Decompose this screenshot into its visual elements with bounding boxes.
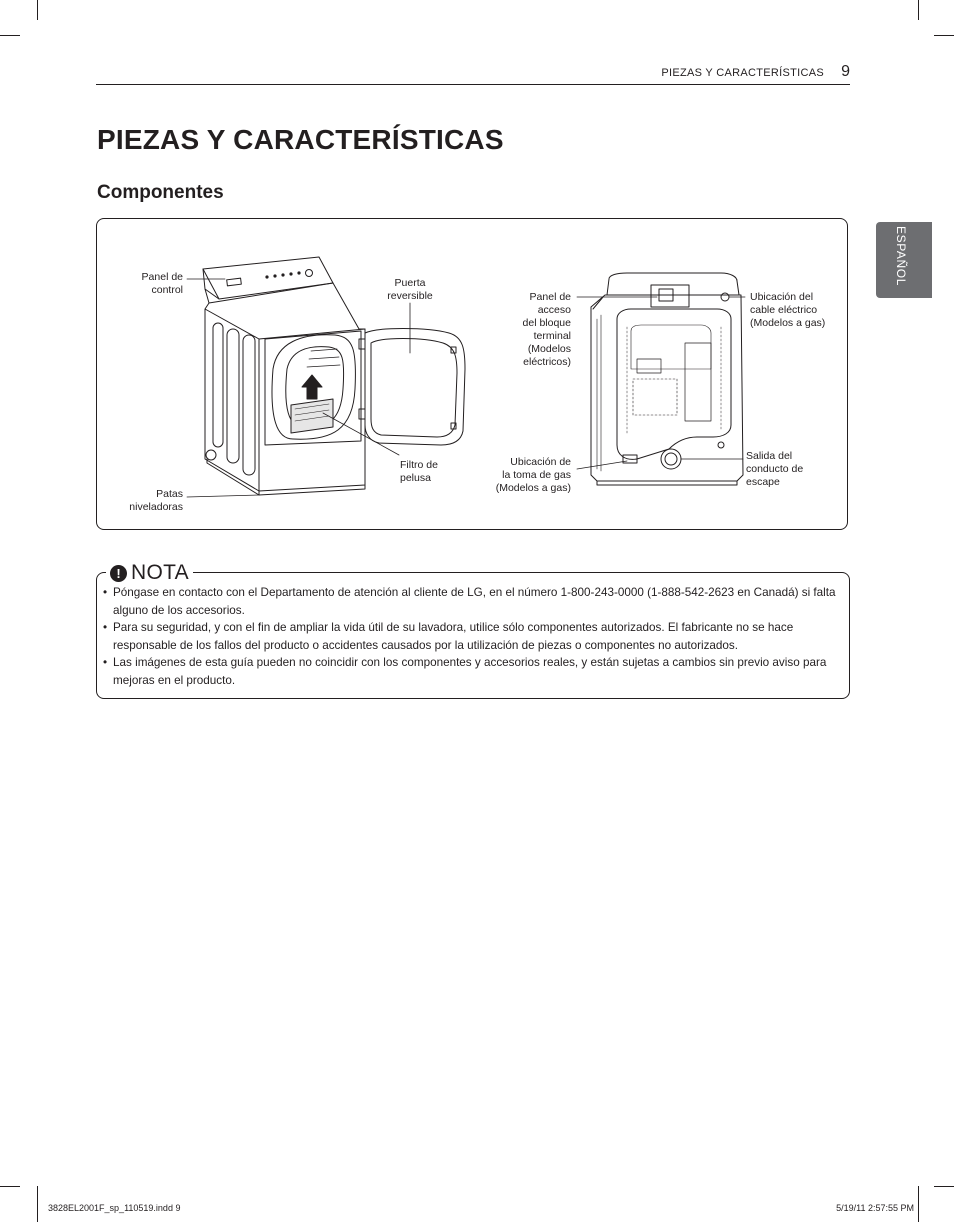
crop-mark (0, 35, 20, 36)
note-item: • Para su seguridad, y con el fin de ampliar la vida útil de su lavadora, utilice sólo componentes autorizados. El fabricante no se hace responsable de los fallos del producto o accidentes causados por la utilización de piezas o componentes no autorizados. (103, 619, 845, 654)
page-title: PIEZAS Y CARACTERÍSTICAS (97, 124, 504, 155)
label-gas-inlet: Ubicación de la toma de gas (Modelos a gas) (495, 456, 571, 494)
rear-label-plate (685, 343, 711, 421)
label-exhaust-outlet: Salida del conducto de escape (746, 450, 804, 488)
side-groove (227, 329, 239, 463)
language-tab-label: ESPAÑOL (894, 226, 908, 286)
note-title: NOTA (131, 561, 189, 584)
note-item: • Las imágenes de esta guía pueden no coincidir con los componentes y accesorios reales, y están sujetas a cambios sin previo aviso para mejoras en el producto. (103, 654, 845, 689)
label-control-panel: Panel de control (141, 271, 183, 296)
power-cord-port (721, 293, 729, 301)
rear-vent (637, 359, 661, 373)
rear-body (591, 295, 743, 481)
label-leveling-feet: Patas niveladoras (129, 488, 183, 513)
rear-panel-inset (631, 325, 711, 369)
leader-gas-inlet (577, 461, 627, 469)
page-number: 9 (841, 63, 850, 80)
rear-vent-grid (633, 379, 677, 415)
terminal-block-panel (651, 285, 689, 307)
rear-side-ribs (597, 315, 601, 471)
crop-mark (934, 1186, 954, 1187)
cycle-knob (306, 270, 313, 277)
console-buttons (265, 271, 300, 278)
exhaust-outlet-inner (665, 453, 677, 465)
note-list (103, 584, 845, 689)
label-lint-filter: Filtro de pelusa (400, 459, 438, 484)
door-inner (371, 339, 457, 438)
label-reversible-door: Puerta reversible (387, 277, 433, 302)
leader-leveling-feet (187, 495, 259, 497)
rear-panel (617, 309, 731, 459)
rear-side-edge (593, 297, 603, 309)
door-outer (365, 329, 465, 446)
crop-mark (918, 0, 919, 20)
rear-base (597, 481, 737, 485)
footer-timestamp: 5/19/11 2:57:55 PM (836, 1203, 914, 1213)
side-groove (243, 335, 255, 475)
crop-mark (0, 1186, 20, 1187)
label-power-cord: Ubicación del cable eléctrico (Modelos a gas) (750, 291, 826, 329)
note-item: • Póngase en contacto con el Departamento de atención al cliente de LG, en el número 1-800-243-0000 (1-888-542-2623 en Canadá) si falta alguno de los accesorios. (103, 584, 845, 619)
side-vent (206, 450, 216, 460)
crop-mark (37, 0, 38, 20)
running-title: PIEZAS Y CARACTERÍSTICAS (661, 67, 824, 79)
exhaust-outlet (661, 449, 681, 469)
rear-dryer (591, 273, 743, 485)
rear-screw (718, 442, 724, 448)
side-groove (213, 323, 223, 447)
section-title: Componentes (97, 182, 224, 203)
label-terminal-block-panel: Panel de acceso del bloque terminal (Modelos eléctricos) (522, 291, 571, 368)
exclamation-icon: ! (110, 565, 127, 582)
note-heading (106, 560, 193, 586)
running-header (96, 64, 850, 85)
door-hinge (359, 339, 365, 349)
crop-mark (934, 35, 954, 36)
lint-filter-arrow (302, 375, 322, 399)
door-hinge (359, 409, 365, 419)
footer-file: 3828EL2001F_sp_110519.indd 9 (48, 1203, 181, 1213)
drum-baffle (307, 349, 340, 367)
language-tab (876, 222, 932, 298)
crop-mark (918, 1186, 919, 1222)
components-diagram (96, 218, 848, 530)
crop-mark (37, 1186, 38, 1222)
console-display (227, 278, 242, 286)
